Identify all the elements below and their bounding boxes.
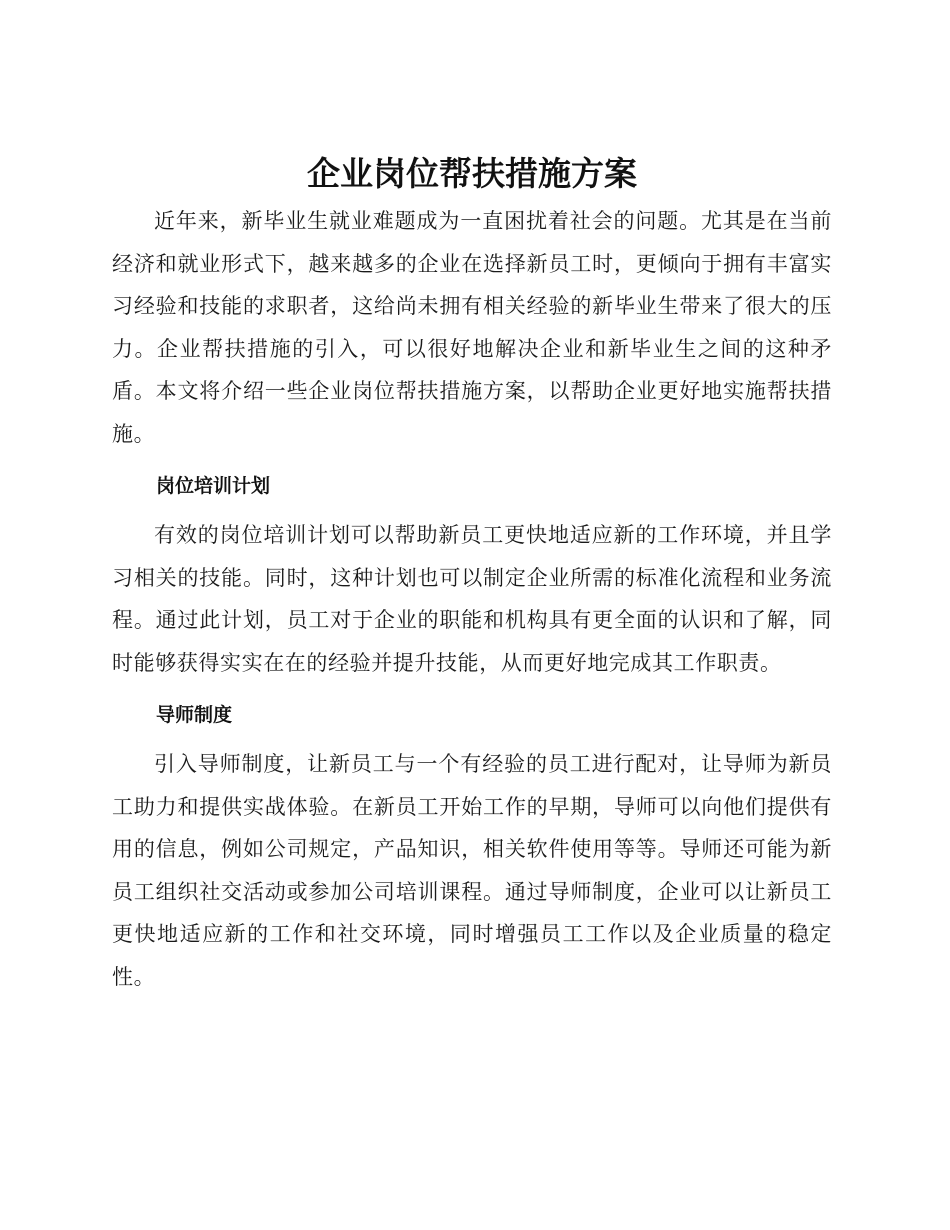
document-page xyxy=(112,148,832,998)
section-heading-mentor: 导师制度 xyxy=(156,704,233,726)
section-body-mentor: 引入导师制度，让新员工与一个有经验的员工进行配对，让导师为新员工助力和提供实战体验。在新员工开始工作的早期，导师可以向他们提供有用的信息，例如公司规定，产品知识，相关软件使用等等。导师还可能为新员工组织社交活动或参加公司培训课程。通过导师制度，企业可以让新员工更快地适应新的工作和社交环境，同时增强员工工作以及企业质量的稳定性。 xyxy=(112,752,832,989)
intro-paragraph: 近年来，新毕业生就业难题成为一直困扰着社会的问题。尤其是在当前经济和就业形式下，越来越多的企业在选择新员工时，更倾向于拥有丰富实习经验和技能的求职者，这给尚未拥有相关经验的新毕业生带来了很大的压力。企业帮扶措施的引入，可以很好地解决企业和新毕业生之间的这种矛盾。本文将介绍一些企业岗位帮扶措施方案，以帮助企业更好地实施帮扶措施。 xyxy=(112,209,832,446)
section-heading-training: 岗位培训计划 xyxy=(156,475,271,497)
document-title: 企业岗位帮扶措施方案 xyxy=(307,154,637,193)
section-body-training: 有效的岗位培训计划可以帮助新员工更快地适应新的工作环境，并且学习相关的技能。同时，这种计划也可以制定企业所需的标准化流程和业务流程。通过此计划，员工对于企业的职能和机构具有更全面的认识和了解，同时能够获得实实在在的经验并提升技能，从而更好地完成其工作职责。 xyxy=(112,523,832,675)
section-training xyxy=(112,471,832,684)
section-mentor xyxy=(112,700,832,998)
